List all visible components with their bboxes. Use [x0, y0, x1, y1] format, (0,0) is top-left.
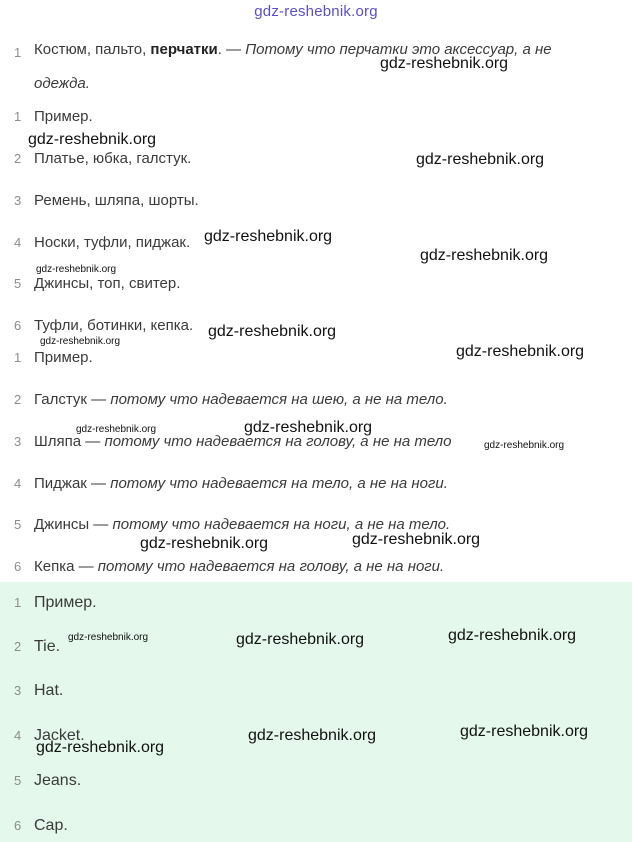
item-dash: . — [217, 41, 246, 58]
watermark: gdz-reshebnik.org [244, 419, 373, 436]
watermark: gdz-reshebnik.org [28, 131, 157, 148]
item-text [34, 514, 602, 535]
item-number: 1 [14, 45, 22, 60]
item-text [34, 389, 602, 410]
item-text: Tie. [34, 638, 61, 655]
item-word: Галстук — [34, 391, 111, 408]
item-text: Платье, юбка, галстук. [34, 150, 192, 167]
item-number: 5 [14, 517, 22, 532]
item-number: 4 [14, 235, 22, 250]
watermark: gdz-reshebnik.org [208, 323, 337, 340]
item-text: Ремень, шляпа, шорты. [34, 192, 199, 209]
item-text: Hat. [34, 682, 64, 699]
item-reason: потому что надевается на голову, а не на ноги. [97, 558, 445, 575]
item-text: Носки, туфли, пиджак. [34, 234, 191, 251]
watermark: gdz-reshebnik.org [460, 723, 589, 740]
watermark: gdz-reshebnik.org [448, 627, 577, 644]
item-word: Джинсы — [34, 516, 113, 533]
item-number: 2 [14, 151, 22, 166]
item-word: Пиджак — [34, 475, 111, 492]
item-number: 3 [14, 683, 22, 698]
item-text: Пример. [34, 108, 93, 125]
item-number: 2 [14, 639, 22, 654]
item-number: 4 [14, 476, 22, 491]
item-words: Костюм, пальто, [34, 41, 151, 58]
item-number: 6 [14, 818, 22, 833]
watermark: gdz-reshebnik.org [204, 228, 333, 245]
watermark: gdz-reshebnik.org [352, 531, 481, 548]
site-header-link[interactable]: gdz-reshebnik.org [254, 3, 378, 20]
watermark: gdz-reshebnik.org [484, 440, 565, 451]
watermark: gdz-reshebnik.org [416, 151, 545, 168]
watermark: gdz-reshebnik.org [36, 264, 117, 275]
answer-word: перчатки [150, 41, 218, 58]
item-text: Jacket. [34, 727, 85, 744]
item-text: Туфли, ботинки, кепка. [34, 317, 194, 334]
item-number: 5 [14, 276, 22, 291]
item-number: 1 [14, 109, 22, 124]
item-number: 1 [14, 350, 22, 365]
item-reason: потому что надевается на тело, а не на ноги. [110, 475, 448, 492]
watermark: gdz-reshebnik.org [456, 343, 585, 360]
watermark: gdz-reshebnik.org [36, 739, 165, 756]
item-number: 6 [14, 559, 22, 574]
item-number: 3 [14, 434, 22, 449]
item-number: 6 [14, 318, 22, 333]
item-number: 2 [14, 392, 22, 407]
item-reason: потому что надевается на шею, а не на тело. [110, 391, 448, 408]
watermark: gdz-reshebnik.org [40, 336, 121, 347]
item-text [34, 556, 602, 577]
item-number: 5 [14, 773, 22, 788]
item-word: Кепка — [34, 558, 98, 575]
item-text: Jeans. [34, 772, 82, 789]
item-explanation: Потому что перчатки это аксессуар, а не одежда. [34, 41, 552, 92]
item-text: Cap. [34, 817, 68, 834]
watermark: gdz-reshebnik.org [76, 424, 157, 435]
item-number: 3 [14, 193, 22, 208]
item-text: Джинсы, топ, свитер. [34, 275, 181, 292]
item-number: 1 [14, 595, 22, 610]
item-text: Пример. [34, 349, 93, 366]
translation-block [0, 582, 632, 842]
item-reason: потому что надевается на ноги, а не на тело. [112, 516, 451, 533]
item-text: Пример. [34, 594, 97, 611]
watermark: gdz-reshebnik.org [420, 247, 549, 264]
item-text [34, 473, 602, 494]
item-reason: потому что надевается на голову, а не на тело [104, 433, 452, 450]
watermark: gdz-reshebnik.org [140, 535, 269, 552]
answer-text [34, 33, 604, 101]
watermark: gdz-reshebnik.org [68, 632, 149, 643]
watermark: gdz-reshebnik.org [380, 55, 509, 72]
item-number: 4 [14, 728, 22, 743]
watermark: gdz-reshebnik.org [248, 727, 377, 744]
watermark: gdz-reshebnik.org [236, 631, 365, 648]
item-word: Шляпа — [34, 433, 105, 450]
